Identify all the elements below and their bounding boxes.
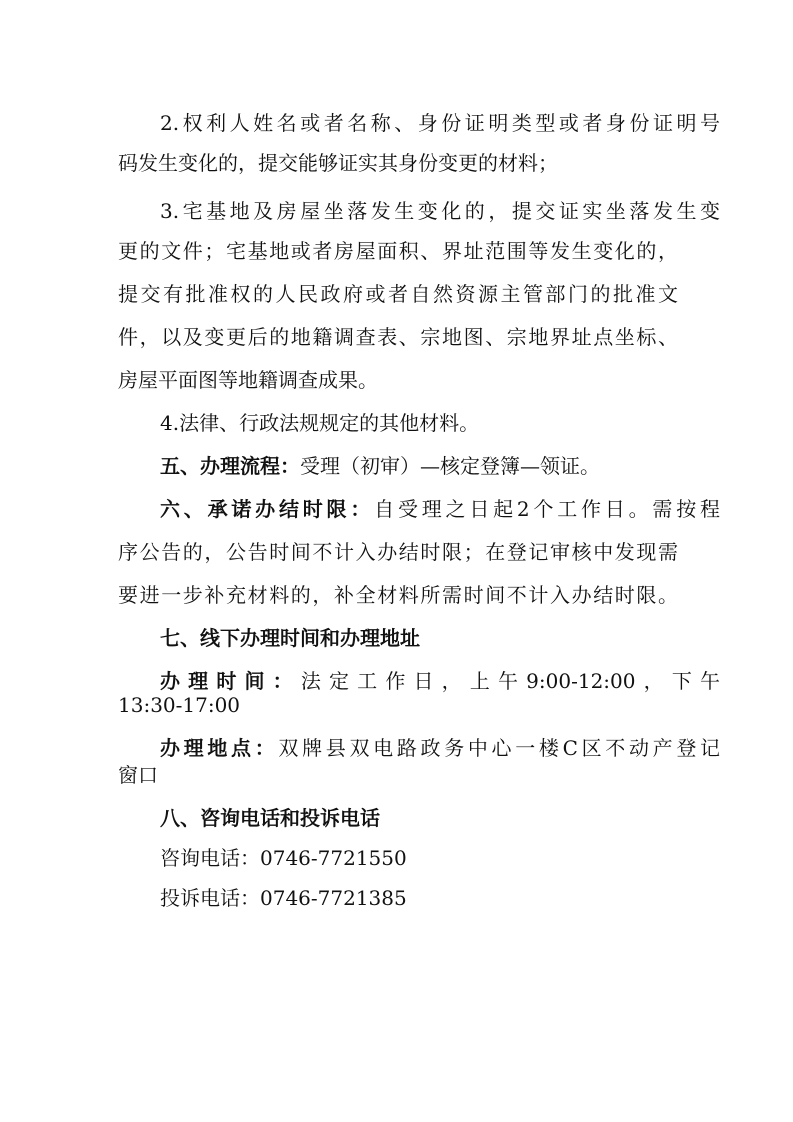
section5-heading: 五、办理流程： bbox=[160, 454, 300, 478]
item2-line1: 2.权利人姓名或者名称、身份证明类型或者身份证明号 bbox=[160, 111, 720, 135]
section6-heading: 六、承诺办结时限： bbox=[160, 497, 375, 521]
item3-line4: 件，以及变更后的地籍调查表、宗地图、宗地界址点坐标、 bbox=[118, 325, 678, 349]
office-hours-text: 法定工作日，上午9:00-12:00，下午 bbox=[300, 669, 720, 693]
section6-line2: 序公告的，公告时间不计入办结时限；在登记审核中发现需 bbox=[118, 540, 678, 564]
section8-heading: 八、咨询电话和投诉电话 bbox=[160, 806, 380, 830]
complaint-phone: 投诉电话：0746-7721385 bbox=[160, 886, 407, 910]
item4-line1: 4.法律、行政法规规定的其他材料。 bbox=[160, 411, 480, 435]
office-hours-cont: 13:30-17:00 bbox=[118, 693, 241, 717]
item3-line3: 提交有批准权的人民政府或者自然资源主管部门的批准文 bbox=[118, 282, 678, 306]
item3-line1: 3.宅基地及房屋坐落发生变化的，提交证实坐落发生变 bbox=[160, 199, 720, 223]
section6-line1 bbox=[118, 489, 720, 529]
item3-line2: 更的文件；宅基地或者房屋面积、界址范围等发生变化的， bbox=[118, 239, 678, 263]
section6-line3: 要进一步补充材料的，补全材料所需时间不计入办结时限。 bbox=[118, 583, 678, 607]
section6-line1-text: 自受理之日起2个工作日。需按程 bbox=[374, 497, 720, 521]
office-address-text: 双牌县双电路政务中心一楼C区不动产登记 bbox=[278, 736, 721, 760]
office-hours-label: 办理时间： bbox=[160, 669, 301, 693]
item3-line5: 房屋平面图等地籍调查成果。 bbox=[118, 368, 378, 392]
office-address-label: 办理地点： bbox=[160, 736, 279, 760]
section5-line bbox=[118, 446, 720, 486]
section5-text: 受理（初审）—核定登簿—领证。 bbox=[300, 454, 600, 478]
document-page bbox=[118, 0, 721, 1122]
item2-line2: 码发生变化的，提交能够证实其身份变更的材料； bbox=[118, 151, 558, 175]
section7-heading: 七、线下办理时间和办理地址 bbox=[160, 626, 420, 650]
office-address-cont: 窗口 bbox=[118, 763, 158, 787]
consult-phone: 咨询电话：0746-7721550 bbox=[160, 846, 407, 870]
